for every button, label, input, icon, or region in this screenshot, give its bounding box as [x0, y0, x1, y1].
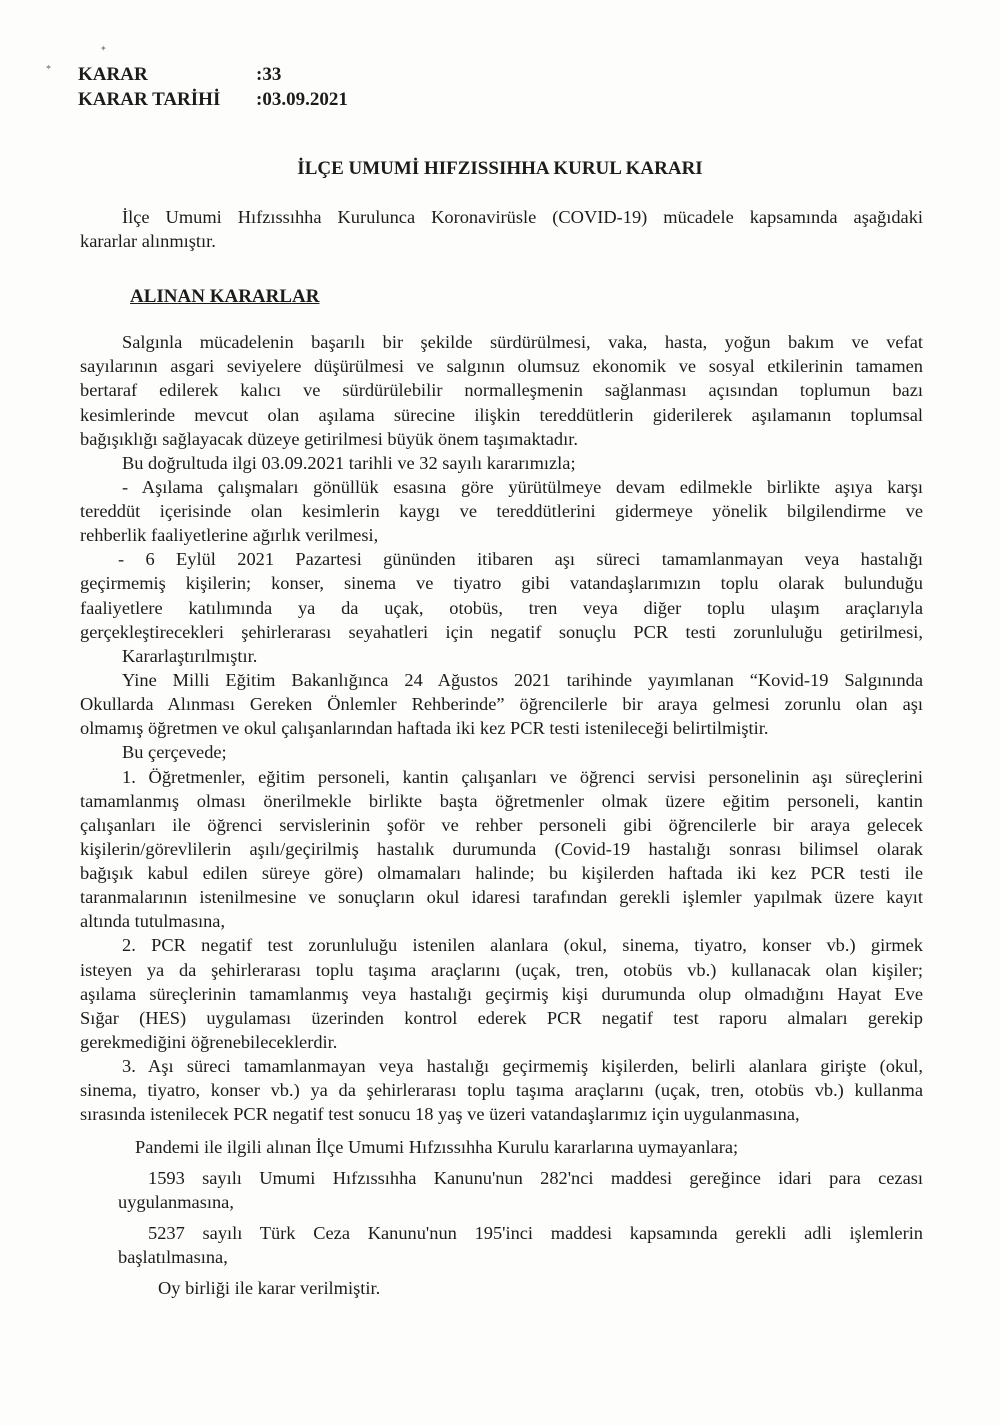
- closing-line: 5237 sayılı Türk Ceza Kanunu'nun 195'inci maddesi kapsamında gerekli adli işlemlerin: [148, 1223, 923, 1243]
- body-line: Sığar (HES) uygulaması üzerinden kontrol ederek PCR negatif test raporu almaları gerekip: [80, 1008, 923, 1028]
- decision-date-label: KARAR TARİHİ: [78, 89, 221, 110]
- body-line: sinema, tiyatro, konser vb.) ya da şehirlerarası toplu taşıma araçlarını (uçak, tren, otobüs vb.) kullanma: [80, 1080, 923, 1100]
- body-line: Okullarda Alınması Gereken Önlemler Rehberinde” öğrencilerle bir araya gelmesi zorunlu olan aşı: [80, 694, 923, 714]
- body-line: - Aşılama çalışmaları gönüllük esasına göre yürütülmeye devam edilmekle birlikte aşıya karşı: [122, 477, 923, 497]
- body-line: tereddüt içerisinde olan kesimlerin kaygı ve tereddütlerini gidermeye yönelik bilgilendirme ve: [80, 501, 923, 521]
- body-line: rehberlik faaliyetlerine ağırlık verilmesi,: [80, 525, 379, 545]
- body-line: geçirmemiş kişilerin; konser, sinema ve tiyatro gibi vatandaşlarımızın toplu olarak bulunduğu: [80, 573, 923, 593]
- body-line: olmamış öğretmen ve okul çalışanlarından haftada iki kez PCR testi istenileceği belirtilmiştir.: [80, 718, 769, 738]
- body-line: Yine Milli Eğitim Bakanlığınca 24 Ağustos 2021 tarihinde yayımlanan “Kovid-19 Salgınında: [122, 670, 923, 690]
- body-line: aşılama süreçlerinin tamamlanmış veya hastalığı geçirmiş kişi durumunda olup olmadığını Hayat Eve: [80, 984, 923, 1004]
- body-line: altında tutulmasına,: [80, 911, 226, 931]
- body-line: - 6 Eylül 2021 Pazartesi gününden itibaren aşı süreci tamamlanmayan veya hastalığı: [118, 549, 923, 569]
- body-line: Salgınla mücadelenin başarılı bir şekilde sürdürülmesi, vaka, hasta, yoğun bakım ve vefat: [122, 332, 923, 352]
- body-line: sayılarının asgari seviyelere düşürülmesi ve salgının olumsuz ekonomik ve sosyal etkilerinin tamamen: [80, 356, 923, 376]
- body-line: sırasında istenilecek PCR negatif test sonucu 18 yaş ve üzeri vatandaşlarımız için uygulanmasına,: [80, 1104, 800, 1124]
- body-line: Kararlaştırılmıştır.: [122, 646, 258, 666]
- scan-mark: *: [46, 64, 51, 75]
- body-line: Bu doğrultuda ilgi 03.09.2021 tarihli ve 32 sayılı kararımızla;: [122, 453, 576, 473]
- body-line: 1. Öğretmenler, eğitim personeli, kantin çalışanları ve öğrenci servisi personelinin aşı süreçlerini: [122, 767, 923, 787]
- closing-line: başlatılmasına,: [118, 1247, 228, 1267]
- intro-line: İlçe Umumi Hıfzıssıhha Kurulunca Koronavirüsle (COVID-19) mücadele kapsamında aşağıdaki: [122, 207, 923, 227]
- body-line: taranmalarının istenilmesine ve sonuçların okul idaresi tarafından gerekli işlemler yapılmak üzere kayıt: [80, 887, 923, 907]
- body-line: 3. Aşı süreci tamamlanmayan veya hastalığı geçirmemiş kişilerden, belirli alanlara girişte (okul,: [122, 1056, 923, 1076]
- intro-line: kararlar alınmıştır.: [80, 231, 216, 251]
- decision-number-value: :33: [256, 64, 282, 85]
- body-line: kesimlerinde mevcut olan aşılama sürecine ilişkin tereddütlerin giderilerek aşılamanın toplumsal: [80, 405, 923, 425]
- body-line: Bu çerçevede;: [122, 742, 227, 762]
- body-line: bertaraf edilerek kalıcı ve sürdürülebilir normalleşmenin sağlanması açısından toplumun bazı: [80, 380, 923, 400]
- closing-line: Pandemi ile ilgili alınan İlçe Umumi Hıfzıssıhha Kurulu kararlarına uymayanlara;: [135, 1137, 739, 1157]
- document-title: İLÇE UMUMİ HIFZISSIHHA KURUL KARARI: [297, 158, 703, 179]
- body-line: faaliyetlere katılımında ya da uçak, otobüs, tren veya diğer toplu ulaşım araçlarıyla: [80, 598, 923, 618]
- scan-mark: ✦: [100, 44, 107, 53]
- decision-date: [78, 89, 348, 111]
- decision-number: [78, 64, 281, 86]
- body-line: isteyen ya da şehirlerarası toplu taşıma araçlarını (uçak, tren, otobüs vb.) kullanacak olan kişiler;: [80, 960, 923, 980]
- decision-date-value: :03.09.2021: [256, 89, 348, 110]
- body-line: gerekmediğini öğrenebileceklerdir.: [80, 1032, 338, 1052]
- body-line: gerçekleştirecekleri şehirlerarası seyahatleri için negatif sonuçlu PCR testi zorunluluğu getirilmesi,: [80, 622, 923, 642]
- closing-line: uygulanmasına,: [118, 1192, 234, 1212]
- closing-line: 1593 sayılı Umumi Hıfzıssıhha Kanunu'nun 282'nci maddesi gereğince idari para cezası: [148, 1168, 923, 1188]
- body-line: 2. PCR negatif test zorunluluğu istenilen alanlara (okul, sinema, tiyatro, konser vb.) girmek: [122, 935, 923, 955]
- decision-number-label: KARAR: [78, 64, 148, 85]
- body-line: kişilerin/görevlilerin aşılı/geçirilmiş hastalık durumunda (Covid-19 hastalığı sonrası bilimsel olarak: [80, 839, 923, 859]
- body-line: bağışıklığı sağlayacak düzeye getirilmesi büyük önem taşımaktadır.: [80, 429, 578, 449]
- body-line: bağışık kabul edilen süreye göre) olmamaları halinde; bu kişilerden haftada iki kez PCR testi ile: [80, 863, 923, 883]
- body-line: çalışanları ile öğrenci servislerinin şoför ve rehber personeli gibi öğrencilerle bir araya gelecek: [80, 815, 923, 835]
- section-title: ALINAN KARARLAR: [130, 286, 320, 307]
- closing-line: Oy birliği ile karar verilmiştir.: [158, 1278, 381, 1298]
- body-line: tamamlanmış olması önerilmekle birlikte başta öğretmenler olmak üzere eğitim personeli, kantin: [80, 791, 923, 811]
